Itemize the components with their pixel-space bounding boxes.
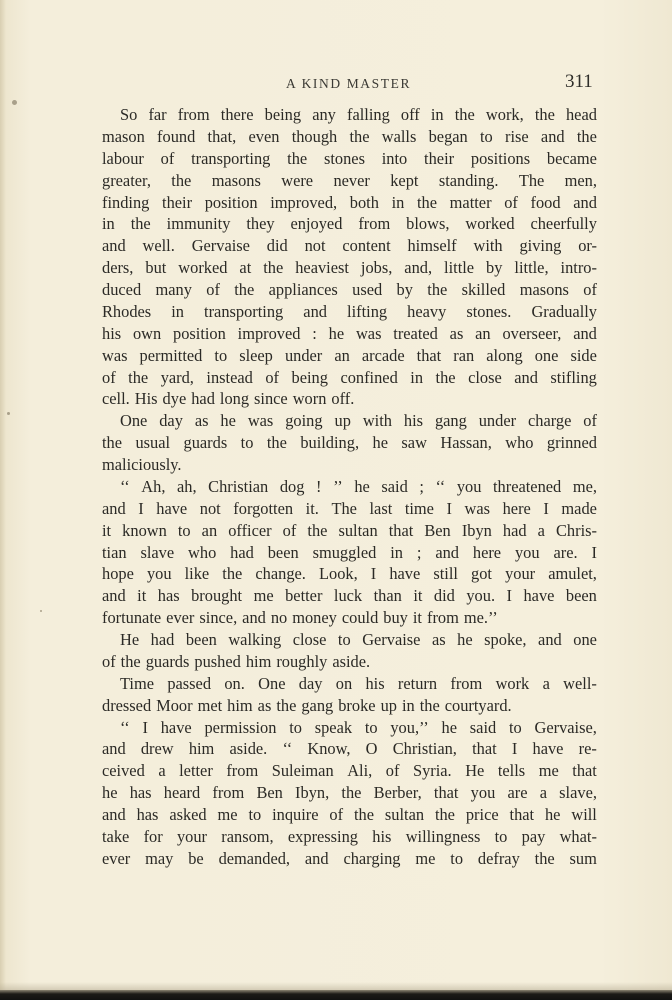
text-line: greater, the masons were never kept standing. The men, (102, 170, 597, 190)
paper-speck (7, 412, 10, 415)
text-line: in the immunity they enjoyed from blows, worked cheerfully (102, 214, 597, 234)
text-line: he has heard from Ben Ibyn, the Berber, that you are a slave, (102, 783, 597, 803)
text-line: of the yard, instead of being confined in the close and stifling (102, 367, 597, 387)
text-line: tian slave who had been smuggled in ; and here you are. I (102, 542, 597, 562)
text-line: take for your ransom, expressing his willingness to pay what- (102, 826, 597, 846)
text-line: labour of transporting the stones into their positions became (102, 148, 597, 168)
text-line: Rhodes in transporting and lifting heavy stones. Gradually (102, 301, 597, 321)
page-bottom-shadow (0, 982, 672, 990)
text-line: dressed Moor met him as the gang broke up in the courtyard. (102, 695, 512, 715)
text-line: and I have not forgotten it. The last time I was here I made (102, 498, 597, 518)
text-line: mason found that, even though the walls began to rise and the (102, 126, 597, 146)
text-line: ders, but worked at the heaviest jobs, and, little by little, intro- (102, 258, 597, 278)
text-line: and has asked me to inquire of the sultan the price that he will (102, 805, 597, 824)
text-line: maliciously. (102, 455, 182, 474)
text-line: of the guards pushed him roughly aside. (102, 651, 371, 671)
text-line: ‘‘ I have permission to speak to you,’’ he said to Gervaise, (120, 717, 597, 737)
text-line: and drew him aside. ‘‘ Know, O Christian, that I have re- (102, 739, 597, 759)
page-gutter-edge (0, 0, 6, 1000)
page-number: 311 (565, 71, 593, 92)
text-line: his own position improved : he was treated as an overseer, and (102, 323, 597, 343)
text-line: and well. Gervaise did not content himself with giving or- (102, 236, 597, 256)
text-line: fortunate ever since, and no money could buy it from me.’’ (102, 608, 498, 628)
text-line: finding their position improved, both in the matter of food and (102, 192, 597, 212)
text-line: and it has brought me better luck than it did you. I have been (102, 586, 597, 606)
paper-speck (12, 100, 17, 105)
text-line: So far from there being any falling off in the work, the head (120, 105, 597, 124)
text-line: duced many of the appliances used by the skilled masons of (102, 280, 597, 299)
page-header (0, 71, 672, 94)
text-line: cell. His dye had long since worn off. (102, 389, 355, 409)
text-line: ‘‘ Ah, ah, Christian dog ! ’’ he said ; ‘‘ you threatened me, (120, 476, 597, 496)
body-text (102, 104, 597, 870)
running-head: A KIND MASTER (286, 76, 412, 91)
text-line: was permitted to sleep under an arcade that ran along one side (102, 345, 597, 365)
text-line: One day as he was going up with his gang under charge of (120, 411, 597, 431)
text-line: it known to an officer of the sultan that Ben Ibyn had a Chris- (102, 520, 597, 540)
page-bottom-edge (0, 990, 672, 1000)
text-line: ever may be demanded, and charging me to defray the sum (102, 848, 597, 868)
text-line: hope you like the change. Look, I have still got your amulet, (102, 564, 597, 584)
text-line: ceived a letter from Suleiman Ali, of Syria. He tells me that (102, 761, 597, 781)
text-line: Time passed on. One day on his return from work a well- (120, 673, 597, 693)
paper-speck (40, 610, 42, 612)
text-line: the usual guards to the building, he saw Hassan, who grinned (102, 433, 597, 453)
text-line: He had been walking close to Gervaise as he spoke, and one (120, 630, 597, 649)
